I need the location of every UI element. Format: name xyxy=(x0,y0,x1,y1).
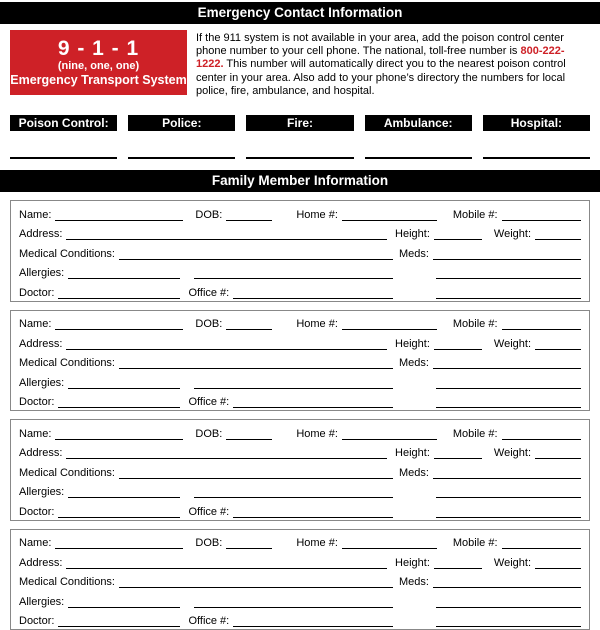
member-doctor-field[interactable] xyxy=(58,405,180,408)
member-row-3 xyxy=(19,569,581,589)
member-doctor-field[interactable] xyxy=(58,515,180,518)
home-phone-label: Home #: xyxy=(296,427,338,440)
member-row-5 xyxy=(19,608,581,628)
allergies-label: Allergies: xyxy=(19,267,65,280)
member-mobile-phone-field[interactable] xyxy=(502,546,581,549)
medical-conditions-group xyxy=(19,357,393,369)
allergies-group xyxy=(19,267,393,279)
member-height-field[interactable] xyxy=(434,347,482,350)
member-meds-field-3[interactable] xyxy=(436,296,581,299)
member-row-1 xyxy=(19,420,581,440)
member-allergies-field-2[interactable] xyxy=(194,605,393,608)
office-phone-label: Office #: xyxy=(188,396,230,409)
meds-continued-group xyxy=(399,605,581,608)
member-medical-conditions-field[interactable] xyxy=(119,257,393,260)
member-meds-field-3[interactable] xyxy=(436,515,581,518)
member-row-2 xyxy=(19,330,581,350)
meds-label: Meds: xyxy=(399,247,429,260)
member-mobile-phone-field[interactable] xyxy=(502,218,581,221)
member-office-phone-field[interactable] xyxy=(233,515,393,518)
meds-group xyxy=(399,357,581,369)
member-medical-conditions-field[interactable] xyxy=(119,366,393,369)
poison-control-phone-number: 800-222-1222. xyxy=(196,45,565,71)
doctor-group xyxy=(19,615,393,627)
meds-continued-group-2 xyxy=(399,405,581,408)
name-label: Name: xyxy=(19,537,52,550)
member-mobile-phone-field[interactable] xyxy=(502,437,581,440)
member-meds-field-2[interactable] xyxy=(436,276,581,279)
member-row-4 xyxy=(19,260,581,280)
allergies-label: Allergies: xyxy=(19,595,65,608)
info-text-before: If the 911 system is not available in your area, add the poison control center phone number to your cell phone. The national, toll-free number is xyxy=(196,32,564,58)
family-member-block xyxy=(10,419,590,521)
member-allergies-field[interactable] xyxy=(68,386,180,389)
mobile-phone-label: Mobile #: xyxy=(452,427,498,440)
home-phone-label: Home #: xyxy=(296,208,338,221)
poison-control-label: Poison Control: xyxy=(10,115,117,131)
emergency-contact-form xyxy=(0,2,600,630)
medical-conditions-label: Medical Conditions: xyxy=(19,357,115,370)
address-label: Address: xyxy=(19,337,63,350)
member-home-phone-field[interactable] xyxy=(342,327,437,330)
poison-control-info-text xyxy=(196,30,590,98)
address-label: Address: xyxy=(19,228,63,241)
member-weight-field[interactable] xyxy=(535,566,581,569)
dob-label: DOB: xyxy=(195,318,223,331)
member-weight-field[interactable] xyxy=(535,237,581,240)
911-box xyxy=(10,30,187,95)
meds-continued-group-2 xyxy=(399,515,581,518)
911-words: (nine, one, one) xyxy=(57,60,140,72)
office-phone-label: Office #: xyxy=(188,505,230,518)
doctor-label: Doctor: xyxy=(19,615,55,628)
meds-continued-group-2 xyxy=(399,624,581,627)
medical-conditions-label: Medical Conditions: xyxy=(19,466,115,479)
meds-group xyxy=(399,576,581,588)
member-home-phone-field[interactable] xyxy=(342,218,437,221)
member-row-5 xyxy=(19,389,581,409)
doctor-label: Doctor: xyxy=(19,396,55,409)
medical-conditions-group xyxy=(19,467,393,479)
family-member-list xyxy=(10,200,590,630)
911-number: 9 - 1 - 1 xyxy=(57,37,140,60)
page-title: Emergency Contact Information xyxy=(0,2,600,24)
member-row-1 xyxy=(19,201,581,221)
hospital-field[interactable] xyxy=(483,157,590,159)
meds-group xyxy=(399,248,581,260)
member-dob-field[interactable] xyxy=(226,437,272,440)
weight-label: Weight: xyxy=(493,337,531,350)
member-height-field[interactable] xyxy=(434,456,482,459)
meds-continued-group-2 xyxy=(399,296,581,299)
home-phone-label: Home #: xyxy=(296,537,338,550)
dob-label: DOB: xyxy=(195,208,223,221)
hospital-label: Hospital: xyxy=(483,115,590,131)
member-allergies-field[interactable] xyxy=(68,605,180,608)
dob-label: DOB: xyxy=(195,427,223,440)
member-height-field[interactable] xyxy=(434,566,482,569)
meds-group xyxy=(399,467,581,479)
doctor-label: Doctor: xyxy=(19,286,55,299)
allergies-group xyxy=(19,486,393,498)
name-label: Name: xyxy=(19,208,52,221)
member-name-field[interactable] xyxy=(55,218,183,221)
member-office-phone-field[interactable] xyxy=(233,624,393,627)
member-meds-field-3[interactable] xyxy=(436,624,581,627)
member-row-5 xyxy=(19,498,581,518)
height-label: Height: xyxy=(395,337,430,350)
medical-conditions-group xyxy=(19,576,393,588)
mobile-phone-label: Mobile #: xyxy=(452,537,498,550)
doctor-group xyxy=(19,506,393,518)
member-name-field[interactable] xyxy=(55,327,183,330)
ambulance-label: Ambulance: xyxy=(365,115,472,131)
member-mobile-phone-field[interactable] xyxy=(502,327,581,330)
member-meds-field[interactable] xyxy=(433,585,581,588)
name-label: Name: xyxy=(19,427,52,440)
emergency-contacts-labels xyxy=(10,115,590,131)
allergies-group xyxy=(19,596,393,608)
family-member-block xyxy=(10,310,590,412)
member-row-3 xyxy=(19,350,581,370)
member-meds-field[interactable] xyxy=(433,257,581,260)
medical-conditions-group xyxy=(19,248,393,260)
height-label: Height: xyxy=(395,556,430,569)
member-doctor-field[interactable] xyxy=(58,624,180,627)
member-meds-field-2[interactable] xyxy=(436,605,581,608)
member-meds-field[interactable] xyxy=(433,476,581,479)
member-meds-field-2[interactable] xyxy=(436,386,581,389)
fire-field[interactable] xyxy=(246,157,353,159)
member-dob-field[interactable] xyxy=(226,327,272,330)
info-text-after: This number will automatically direct you to the nearest poison control center in your area. Also add to your phone’s directory the numbers for local police, fire, ambulance, and hospital. xyxy=(196,58,566,97)
home-phone-label: Home #: xyxy=(296,318,338,331)
member-row-2 xyxy=(19,549,581,569)
allergies-group xyxy=(19,377,393,389)
weight-label: Weight: xyxy=(493,228,531,241)
address-label: Address: xyxy=(19,447,63,460)
member-row-1 xyxy=(19,311,581,331)
meds-continued-group xyxy=(399,386,581,389)
family-member-block xyxy=(10,200,590,302)
emergency-contacts-fields xyxy=(10,157,590,159)
ambulance-field[interactable] xyxy=(365,157,472,159)
member-address-field[interactable] xyxy=(66,566,387,569)
doctor-group xyxy=(19,287,393,299)
member-meds-field[interactable] xyxy=(433,366,581,369)
member-office-phone-field[interactable] xyxy=(233,296,393,299)
meds-continued-group xyxy=(399,495,581,498)
member-weight-field[interactable] xyxy=(535,347,581,350)
family-section-title: Family Member Information xyxy=(0,170,600,192)
doctor-label: Doctor: xyxy=(19,505,55,518)
member-name-field[interactable] xyxy=(55,546,183,549)
member-meds-field-2[interactable] xyxy=(436,495,581,498)
member-dob-field[interactable] xyxy=(226,218,272,221)
member-meds-field-3[interactable] xyxy=(436,405,581,408)
member-row-4 xyxy=(19,588,581,608)
member-allergies-field-2[interactable] xyxy=(194,276,393,279)
member-address-field[interactable] xyxy=(66,237,387,240)
doctor-group xyxy=(19,396,393,408)
member-medical-conditions-field[interactable] xyxy=(119,585,393,588)
member-row-5 xyxy=(19,279,581,299)
police-label: Police: xyxy=(128,115,235,131)
member-height-field[interactable] xyxy=(434,237,482,240)
911-caption: Emergency Transport System xyxy=(10,73,187,87)
meds-label: Meds: xyxy=(399,357,429,370)
fire-label: Fire: xyxy=(246,115,353,131)
intro-section xyxy=(10,30,590,98)
member-allergies-field[interactable] xyxy=(68,495,180,498)
height-label: Height: xyxy=(395,447,430,460)
weight-label: Weight: xyxy=(493,556,531,569)
member-doctor-field[interactable] xyxy=(58,296,180,299)
dob-label: DOB: xyxy=(195,537,223,550)
member-office-phone-field[interactable] xyxy=(233,405,393,408)
member-allergies-field[interactable] xyxy=(68,276,180,279)
allergies-label: Allergies: xyxy=(19,376,65,389)
police-field[interactable] xyxy=(128,157,235,159)
member-home-phone-field[interactable] xyxy=(342,546,437,549)
member-home-phone-field[interactable] xyxy=(342,437,437,440)
member-row-4 xyxy=(19,369,581,389)
member-row-3 xyxy=(19,240,581,260)
medical-conditions-label: Medical Conditions: xyxy=(19,576,115,589)
member-allergies-field-2[interactable] xyxy=(194,386,393,389)
meds-label: Meds: xyxy=(399,576,429,589)
meds-continued-group xyxy=(399,276,581,279)
weight-label: Weight: xyxy=(493,447,531,460)
meds-label: Meds: xyxy=(399,466,429,479)
member-row-2 xyxy=(19,221,581,241)
address-label: Address: xyxy=(19,556,63,569)
member-allergies-field-2[interactable] xyxy=(194,495,393,498)
member-row-1 xyxy=(19,530,581,550)
family-member-block xyxy=(10,529,590,630)
mobile-phone-label: Mobile #: xyxy=(452,318,498,331)
office-phone-label: Office #: xyxy=(188,615,230,628)
name-label: Name: xyxy=(19,318,52,331)
member-row-3 xyxy=(19,459,581,479)
allergies-label: Allergies: xyxy=(19,486,65,499)
poison-control-field[interactable] xyxy=(10,157,117,159)
member-name-field[interactable] xyxy=(55,437,183,440)
member-weight-field[interactable] xyxy=(535,456,581,459)
member-medical-conditions-field[interactable] xyxy=(119,476,393,479)
member-address-field[interactable] xyxy=(66,347,387,350)
member-dob-field[interactable] xyxy=(226,546,272,549)
office-phone-label: Office #: xyxy=(188,286,230,299)
medical-conditions-label: Medical Conditions: xyxy=(19,247,115,260)
member-address-field[interactable] xyxy=(66,456,387,459)
height-label: Height: xyxy=(395,228,430,241)
member-row-4 xyxy=(19,479,581,499)
member-row-2 xyxy=(19,440,581,460)
mobile-phone-label: Mobile #: xyxy=(452,208,498,221)
